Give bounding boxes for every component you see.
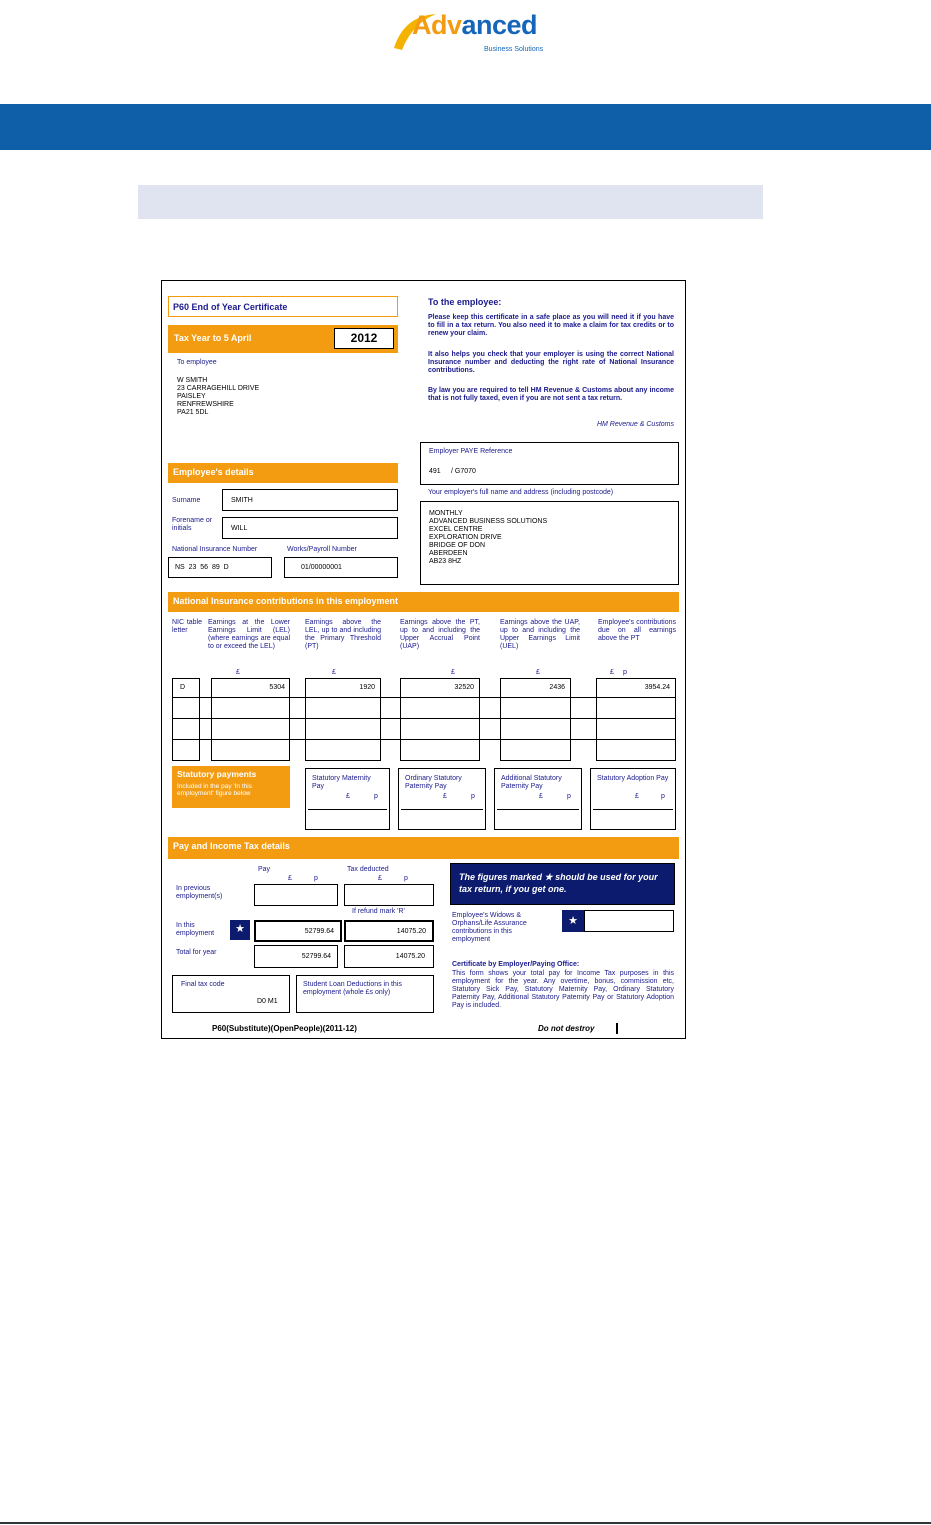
employer-paye-label: Employer PAYE Reference [429, 448, 513, 455]
logo-subtitle: Business Solutions [484, 46, 544, 53]
star-icon: ★ [562, 910, 584, 932]
company-logo [390, 8, 560, 56]
smp-label: Statutory Maternity Pay [312, 775, 371, 791]
tax-year-band [168, 325, 398, 353]
pence-sign: p [567, 793, 571, 800]
address-line: EXCEL CENTRE [429, 526, 483, 534]
this-employment-label: In this employment [176, 922, 215, 938]
nic-header-pt: Earnings above the LEL, up to and including the Primary Threshold (PT) [305, 619, 381, 651]
total-for-year-label: Total for year [176, 949, 217, 956]
pound-sign: £ [451, 669, 455, 676]
intro-paragraph-1: Please keep this certificate in a safe place as you will need it if you have to fill in a tax return. You also need it to make a claim for tax credits or to renew your claim. [428, 314, 674, 338]
pound-sign: £ [288, 875, 292, 882]
text-cursor-mark [616, 1023, 618, 1034]
field-line [308, 809, 387, 810]
nic-heading: National Insurance contributions in this employment [173, 596, 399, 606]
nic-uap-value: 32520 [454, 684, 474, 691]
address-line: ABERDEEN [429, 550, 468, 558]
final-tax-code-box [172, 975, 290, 1013]
pound-sign: £ [346, 793, 350, 800]
pence-sign: p [374, 793, 378, 800]
employer-address-box [420, 501, 679, 585]
sap-box [590, 768, 676, 830]
header-band [0, 104, 931, 150]
nic-contrib-value: 3954.24 [644, 684, 670, 691]
certificate-text: This form shows your total pay for Income Tax purposes in this employment for the year. Any overtime, bonus, commission etc, Statutory Sick Pay, Statutory Maternity Pay, Ordinary Statutory Paternity Pay, Additional Statutory Paternity Pay or Statutory Adoption Pay is included. [452, 970, 674, 1010]
surname-field [222, 489, 398, 511]
nic-header-uel: Earnings above the UAP, up to and including the Upper Earnings Limit (UEL) [500, 619, 580, 651]
nic-header-uap: Earnings above the PT, up to and including the Upper Accrual Point (UAP) [400, 619, 480, 651]
employer-paye-box [420, 442, 679, 485]
previous-tax-field [344, 884, 434, 906]
smp-box [305, 768, 390, 830]
logo-wordmark: Advanced [412, 10, 538, 40]
tax-this-employment-value: 14075.20 [396, 928, 426, 935]
address-line: EXPLORATION DRIVE [429, 534, 502, 542]
star-notice-text: The figures marked ★ should be used for your tax return, if you get one. [459, 872, 658, 894]
widows-field [584, 910, 674, 932]
tax-year-label: Tax Year to 5 April [174, 333, 252, 343]
address-line: MONTHLY [429, 510, 463, 517]
address-line: ADVANCED BUSINESS SOLUTIONS [429, 518, 548, 526]
do-not-destroy: Do not destroy [538, 1024, 595, 1033]
nic-lel-value: 5304 [269, 684, 285, 691]
total-tax-field [344, 945, 434, 968]
footer-divider [0, 1522, 931, 1524]
forename-field [222, 517, 398, 539]
address-line: PAISLEY [177, 393, 206, 401]
pence-sign: p [314, 875, 318, 882]
intro-paragraph-3: By law you are required to tell HM Revenue & Customs about any income that is not fully taxed, even if you are not sent a tax return. [428, 387, 674, 403]
nic-letter-column [172, 678, 200, 761]
address-line: 23 CARRAGEHILL DRIVE [177, 385, 260, 393]
to-employee-label: To employee [177, 359, 217, 366]
tax-year-value: 2012 [334, 328, 394, 349]
nic-band [168, 592, 679, 612]
student-loan-label: Student Loan Deductions in this employment (whole £s only) [303, 981, 402, 997]
pound-sign: £ [332, 669, 336, 676]
form-reference: P60(Substitute)(OpenPeople)(2011-12) [212, 1024, 357, 1033]
pence-sign: p [623, 669, 627, 676]
total-pay-field [254, 945, 338, 968]
final-tax-code-value: D0 M1 [257, 998, 278, 1005]
employee-address [177, 377, 259, 417]
pence-sign: p [661, 793, 665, 800]
pound-sign: £ [610, 669, 614, 676]
previous-pay-field [254, 884, 338, 906]
sap-label: Statutory Adoption Pay [597, 775, 669, 782]
forename-label: Forename or initials [172, 517, 213, 533]
forename-value: WILL [231, 525, 248, 532]
field-line [401, 809, 483, 810]
ni-number-value: NS 23 56 89 D [175, 564, 229, 571]
statutory-note: Included in the pay 'In this employment' figure below [177, 782, 252, 798]
form-title: P60 End of Year Certificate [173, 302, 288, 312]
employee-details-heading: Employee's details [173, 467, 254, 477]
refund-label: If refund mark 'R' [352, 908, 405, 915]
previous-employment-label: In previous employment(s) [176, 885, 223, 901]
pound-sign: £ [378, 875, 382, 882]
to-the-employee-heading: To the employee: [428, 297, 502, 307]
address-line: BRIDGE OF DON [429, 542, 486, 550]
employee-details-band [168, 463, 398, 483]
address-line: AB23 8HZ [429, 558, 462, 566]
nic-header-contributions: Employee's contributions due on all earnings above the PT [598, 619, 676, 643]
pay-this-employment-field [254, 920, 342, 942]
pound-sign: £ [236, 669, 240, 676]
works-number-label: Works/Payroll Number [287, 546, 357, 553]
certificate-heading: Certificate by Employer/Paying Office: [452, 961, 580, 968]
field-line [497, 809, 579, 810]
employer-address [429, 510, 547, 566]
statutory-band [172, 766, 290, 808]
pay-label: Pay [258, 866, 271, 873]
pay-tax-band [168, 837, 679, 859]
statutory-heading: Statutory payments [177, 769, 257, 779]
nic-pt-value: 1920 [359, 684, 375, 691]
pound-sign: £ [443, 793, 447, 800]
ospp-box [398, 768, 486, 830]
form-title-box [168, 296, 398, 317]
p60-form [161, 280, 686, 1039]
ni-number-field [168, 557, 272, 578]
pence-sign: p [404, 875, 408, 882]
surname-label: Surname [172, 497, 201, 504]
tax-deducted-label: Tax deducted [347, 866, 389, 873]
aspp-box [494, 768, 582, 830]
ospp-label: Ordinary Statutory Paternity Pay [405, 775, 462, 791]
widows-label: Employee's Widows & Orphans/Life Assurance contributions in this employment [452, 912, 527, 944]
pound-sign: £ [536, 669, 540, 676]
section-title-bar [138, 185, 763, 219]
field-line [593, 809, 673, 810]
address-line: W SMITH [177, 377, 208, 384]
nic-row-divider [172, 718, 676, 719]
pay-tax-heading: Pay and Income Tax details [173, 841, 290, 851]
total-pay-value: 52799.64 [301, 953, 331, 960]
nic-row-divider [172, 739, 676, 740]
nic-header-letter: NIC table letter [172, 619, 202, 635]
works-number-value: 01/00000001 [301, 564, 342, 571]
employer-paye-ref: / G7070 [451, 468, 476, 475]
star-icon: ★ [230, 920, 250, 940]
employer-address-label: Your employer's full name and address (including postcode) [428, 489, 614, 496]
address-line: RENFREWSHIRE [177, 401, 234, 409]
pence-sign: p [471, 793, 475, 800]
works-number-field [284, 557, 398, 578]
pound-sign: £ [635, 793, 639, 800]
tax-this-employment-field [344, 920, 434, 942]
total-tax-value: 14075.20 [395, 953, 425, 960]
intro-paragraph-2: It also helps you check that your employer is using the correct National Insurance number and deducting the right rate of National Insurance contributions. [428, 351, 674, 375]
nic-row-divider [172, 697, 676, 698]
address-line: PA21 5DL [177, 409, 209, 417]
star-notice-box [450, 863, 675, 905]
pound-sign: £ [539, 793, 543, 800]
ni-number-label: National Insurance Number [172, 546, 258, 553]
nic-uel-value: 2436 [549, 684, 565, 691]
pay-this-employment-value: 52799.64 [304, 928, 334, 935]
employer-paye-office: 491 [429, 468, 441, 475]
surname-value: SMITH [231, 497, 253, 504]
nic-letter-value: D [180, 684, 186, 691]
nic-header-lel: Earnings at the Lower Earnings Limit (LEL) (where earnings are equal to or exceed the LEL) [208, 619, 290, 651]
final-tax-code-label: Final tax code [181, 981, 225, 988]
hmrc-signature: HM Revenue & Customs [596, 421, 674, 428]
aspp-label: Additional Statutory Paternity Pay [501, 775, 562, 791]
student-loan-box [296, 975, 434, 1013]
